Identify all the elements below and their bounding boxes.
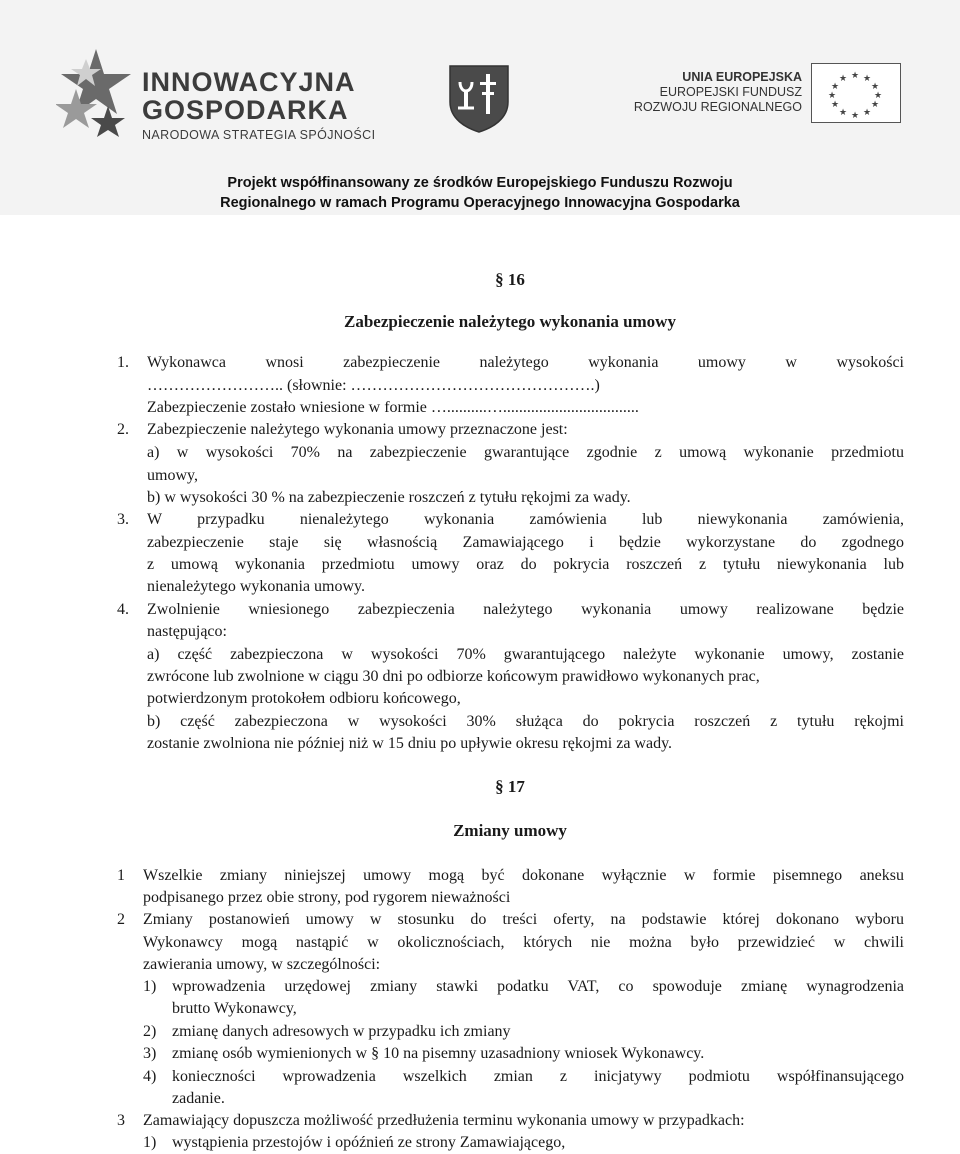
section16-title: Zabezpieczenie należytego wykonania umowy [344,312,676,331]
s16-item3-line1: W przypadku nienależytego wykonania zamówienia lub niewykonania zamówienia, [147,511,904,528]
s16-item4-line1: Zwolnienie wniesionego zabezpieczenia należytego wykonania umowy realizowane będzie [147,601,904,618]
s17-item2-sub4-line1: konieczności wprowadzenia wszelkich zmian z inicjatywy podmiotu współfinansującego [172,1068,904,1085]
page-header [0,0,960,215]
s16-item3-line2: zabezpieczenie staje się własnością Zamawiającego i będzie wykorzystane do zgodnego [147,534,904,551]
logo-line2: GOSPODARKA [142,95,349,125]
section16-heading: § 16 [495,270,525,289]
svg-text:★: ★ [838,73,848,83]
s16-item4-line2: następująco: [147,623,227,640]
s17-item1-num: 1 [117,867,125,884]
svg-text:★: ★ [862,107,872,117]
svg-text:★: ★ [827,90,837,100]
s17-item2-sub4-line2: zadanie. [172,1090,225,1107]
project-line1: Projekt współfinansowany ze środków Europejskiego Funduszu Rozwoju [227,175,733,191]
s16-item4-line5: potwierdzonym protokołem odbioru końcowego, [147,690,461,707]
s16-item1-line3: Zabezpieczenie zostało wniesione w formie …..........….................................. [147,399,639,416]
s16-item3-line4: nienależytego wykonania umowy. [147,578,366,595]
s17-item2-line3: zawierania umowy, w szczególności: [143,956,381,973]
s16-item2-line2: a) w wysokości 70% na zabezpieczenie gwarantujące zgodnie z umową wykonanie przedmiotu [147,444,904,461]
section17-heading: § 17 [495,777,525,796]
project-note [0,173,960,213]
svg-text:★: ★ [850,110,860,120]
s16-item2-num: 2. [117,421,129,438]
s16-item4-line6: b) część zabezpieczona w wysokości 30% służąca do pokrycia roszczeń z tytułu rękojmi [147,713,904,730]
logo-line3: NARODOWA STRATEGIA SPÓJNOŚCI [142,128,376,142]
eu-fund-logo-text [630,70,802,115]
s17-item3-sub1-num: 1) [143,1134,157,1151]
s17-item2-sub2-num: 2) [143,1023,157,1040]
svg-text:★: ★ [873,90,883,100]
eu-line3: ROZWOJU REGIONALNEGO [633,100,802,114]
s17-item3-num: 3 [117,1112,125,1129]
s17-item2-num: 2 [117,911,125,928]
s16-item2-line1: Zabezpieczenie należytego wykonania umowy przeznaczone jest: [147,421,568,438]
s16-item4-line7: zostanie zwolniona nie później niż w 15 dniu po upływie okresu rękojmi za wady. [147,735,673,752]
section17-title: Zmiany umowy [453,821,567,840]
s17-item2-line2: Wykonawcy mogą nastąpić w okolicznościach, których nie można było przewidzieć w chwili [143,934,904,951]
s17-item3-line1: Zamawiający dopuszcza możliwość przedłużenia terminu wykonania umowy w przypadkach: [143,1112,745,1129]
s17-item2-sub1-line2: brutto Wykonawcy, [172,1000,297,1017]
logo-line1: INNOWACYJNA [142,67,356,97]
s16-item1-line2: …………………….. (słownie: ……………………………………….) [147,377,600,394]
s17-item2-sub2-line1: zmianę danych adresowych w przypadku ich zmiany [172,1023,511,1040]
s17-item1-line2: podpisanego przez obie strony, pod rygorem nieważności [143,889,511,906]
svg-text:★: ★ [838,107,848,117]
s16-item3-line3: z umową wykonania przedmiotu umowy oraz do pokrycia roszczeń z tytułu niewykonania lub [147,556,904,573]
s17-item3-sub1-line1: wystąpienia przestojów i opóźnień ze strony Zamawiającego, [172,1134,566,1151]
svg-text:★: ★ [830,99,840,109]
s16-item2-line3: umowy, [147,467,198,484]
s16-item4-num: 4. [117,601,129,618]
innowacyjna-gospodarka-logo [56,44,376,154]
project-line2: Regionalnego w ramach Programu Operacyjnego Innowacyjna Gospodarka [220,195,740,211]
s17-item2-sub1-num: 1) [143,978,157,995]
s17-item1-line1: Wszelkie zmiany niniejszej umowy mogą być dokonane wyłącznie w formie pisemnego aneksu [143,867,904,884]
s17-item2-sub1-line1: wprowadzenia urzędowej zmiany stawki podatku VAT, co spowoduje zmianę wynagrodzenia [172,978,904,995]
svg-text:★: ★ [850,70,860,80]
eu-flag-icon [811,63,901,123]
coat-of-arms-icon [448,64,510,134]
svg-text:★: ★ [870,81,880,91]
s16-item1-num: 1. [117,354,129,371]
stars-logo-icon [56,44,136,154]
s17-item2-sub3-num: 3) [143,1045,157,1062]
s16-item1-line1: Wykonawca wnosi zabezpieczenie należytego wykonania umowy w wysokości [147,354,904,371]
eu-line1: UNIA EUROPEJSKA [682,70,802,84]
s16-item4-line4: zwrócone lub zwolnione w ciągu 30 dni po odbiorze końcowym prawidłowo wykonanych prac, [147,668,760,685]
s16-item3-num: 3. [117,511,129,528]
s17-item2-sub3-line1: zmianę osób wymienionych w § 10 na pisemny uzasadniony wniosek Wykonawcy. [172,1045,705,1062]
svg-text:★: ★ [862,73,872,83]
s17-item2-sub4-num: 4) [143,1068,157,1085]
eu-line2: EUROPEJSKI FUNDUSZ [659,85,802,99]
s16-item4-line3: a) część zabezpieczona w wysokości 70% gwarantującego należyte wykonanie umowy, zostanie [147,646,904,663]
svg-text:★: ★ [830,81,840,91]
svg-text:★: ★ [870,99,880,109]
s17-item2-line1: Zmiany postanowień umowy w stosunku do treści oferty, na podstawie której dokonano wyboru [143,911,904,928]
s16-item2-line4: b) w wysokości 30 % na zabezpieczenie roszczeń z tytułu rękojmi za wady. [147,489,631,506]
